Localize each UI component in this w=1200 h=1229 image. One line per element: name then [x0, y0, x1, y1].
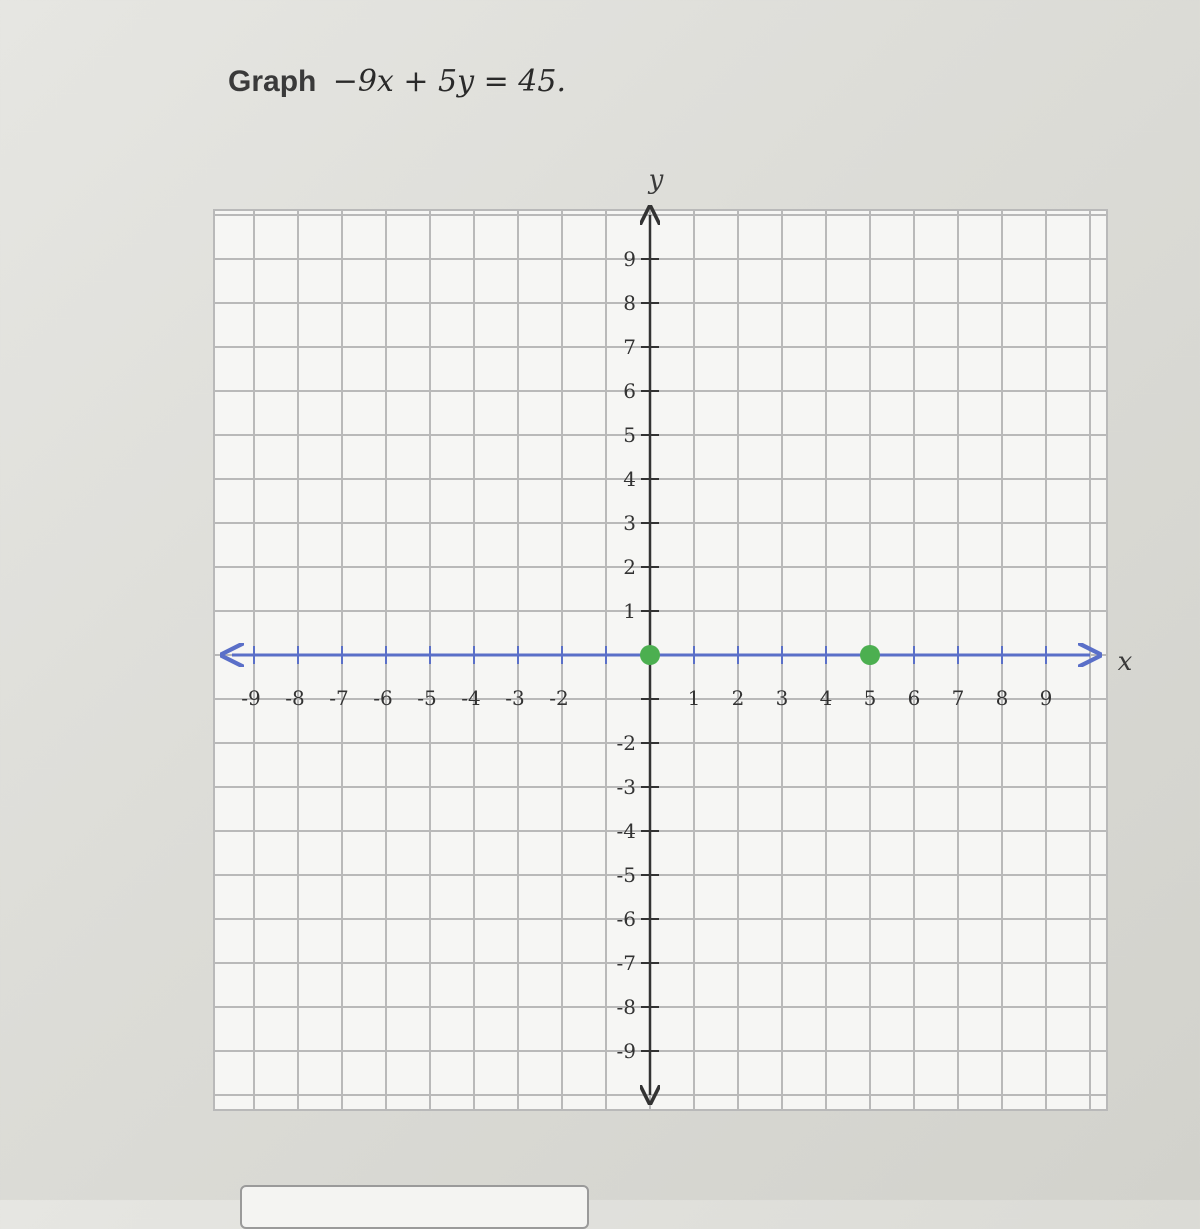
x-tick-label: 1	[687, 686, 701, 710]
plotted-point[interactable]	[860, 645, 880, 665]
x-tick-label: -7	[329, 686, 349, 710]
x-tick-label: -9	[241, 686, 261, 710]
x-tick-label: 6	[907, 686, 921, 710]
x-tick-label: 4	[819, 686, 833, 710]
x-tick-label: 8	[995, 686, 1009, 710]
y-tick-label: 2	[623, 555, 636, 579]
y-tick-label: -7	[616, 951, 636, 975]
x-tick-label: -6	[373, 686, 393, 710]
x-tick-label: 3	[775, 686, 789, 710]
y-tick-label: 5	[623, 423, 636, 447]
y-tick-label: -5	[616, 863, 636, 887]
y-tick-label: -3	[616, 775, 636, 799]
y-tick-label: 6	[623, 379, 636, 403]
plotted-point[interactable]	[640, 645, 660, 665]
x-tick-label: 2	[731, 686, 745, 710]
y-tick-label: -8	[616, 995, 636, 1019]
y-tick-label: -9	[616, 1039, 636, 1063]
graph-background	[214, 210, 1107, 1110]
x-tick-label: 7	[951, 686, 965, 710]
y-tick-label: 1	[623, 599, 636, 623]
x-tick-label: 5	[863, 686, 877, 710]
y-tick-label: 3	[623, 511, 636, 535]
answer-input[interactable]	[240, 1185, 589, 1229]
y-tick-label: 8	[623, 291, 636, 315]
y-tick-label: 9	[623, 247, 636, 271]
y-tick-label: 4	[623, 467, 636, 491]
x-axis-label: x	[1117, 647, 1133, 677]
x-tick-label: -3	[505, 686, 525, 710]
question-word: Graph	[228, 65, 317, 98]
question-equation: −9x + 5y = 45.	[332, 64, 567, 99]
x-tick-label: -4	[461, 686, 481, 710]
y-axis-label: y	[648, 165, 664, 195]
y-tick-label: -6	[616, 907, 636, 931]
y-tick-label: 7	[623, 335, 636, 359]
x-tick-label: 9	[1039, 686, 1053, 710]
y-tick-label: -2	[616, 731, 636, 755]
x-tick-label: -5	[417, 686, 437, 710]
y-tick-label: -4	[616, 819, 636, 843]
x-tick-label: -2	[549, 686, 569, 710]
x-tick-label: -8	[285, 686, 305, 710]
